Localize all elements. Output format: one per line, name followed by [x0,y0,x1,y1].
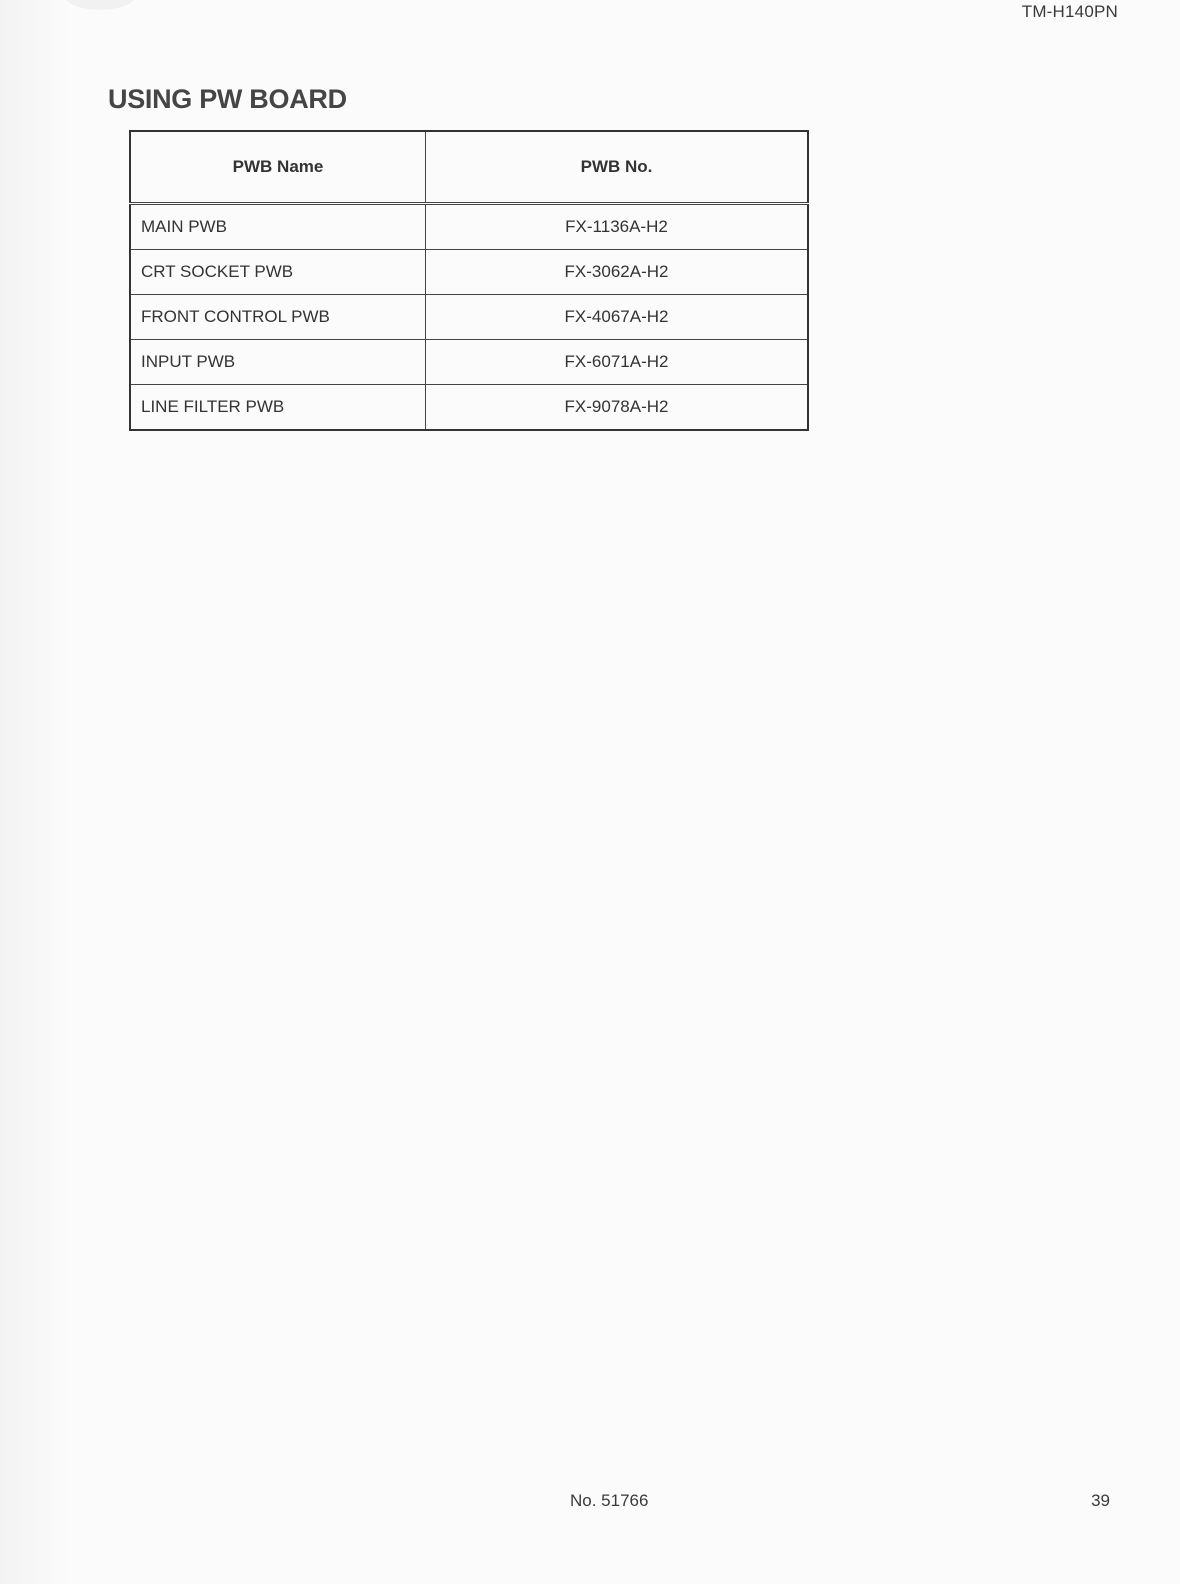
scan-corner-shadow [60,0,140,10]
pwb-name-cell: MAIN PWB [130,204,426,250]
scan-shadow [0,0,70,1584]
pwb-table [129,130,809,431]
page-number: 39 [1091,1491,1110,1510]
table-row [130,385,808,431]
column-header-pwb-name: PWB Name [130,131,426,204]
model-code: TM-H140PN [1021,2,1118,21]
column-header-pwb-no: PWB No. [426,131,809,204]
table-row [130,340,808,385]
section-title: USING PW BOARD [108,84,347,114]
table-header-row [130,131,808,204]
document-number: No. 51766 [570,1491,649,1510]
pwb-number-cell: FX-6071A-H2 [426,340,809,385]
pwb-name-cell: INPUT PWB [130,340,426,385]
pwb-name-cell: FRONT CONTROL PWB [130,295,426,340]
pwb-number-cell: FX-4067A-H2 [426,295,809,340]
table-row [130,295,808,340]
pwb-name-cell: LINE FILTER PWB [130,385,426,431]
pwb-number-cell: FX-1136A-H2 [426,204,809,250]
pwb-name-cell: CRT SOCKET PWB [130,250,426,295]
pwb-number-cell: FX-9078A-H2 [426,385,809,431]
table-row [130,204,808,250]
table-row [130,250,808,295]
pwb-number-cell: FX-3062A-H2 [426,250,809,295]
